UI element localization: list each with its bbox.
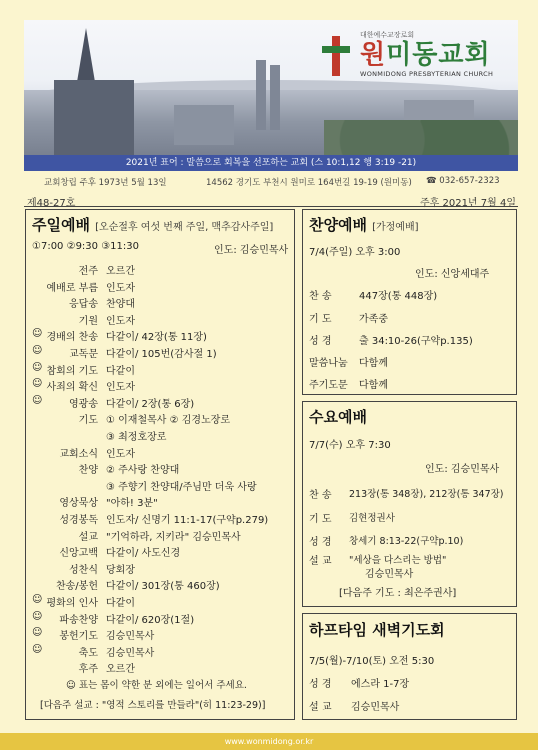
worship-item-value: ② 주사랑 찬양대 bbox=[106, 465, 180, 477]
worship-item-label: 찬양 bbox=[78, 465, 98, 477]
smiley-icon: ☺ bbox=[32, 345, 43, 356]
sunday-service-note: [오순절후 여섯 번째 주일, 맥추감사주일] bbox=[95, 222, 274, 233]
worship-item-value: 인도자 bbox=[106, 282, 135, 294]
standing-note: ☺ 표는 몸이 약한 분 외에는 일어서 주세요. bbox=[66, 680, 247, 691]
wednesday-preacher: 김승민목사 bbox=[365, 569, 414, 580]
sunday-service-title: 주일예배 bbox=[32, 216, 90, 234]
worship-item-value: 당회장 bbox=[106, 564, 135, 576]
praise-item-value: 출 34:10-26(구약p.135) bbox=[359, 336, 473, 347]
worship-item-label: 교독문 bbox=[69, 349, 98, 360]
wednesday-item-label: 찬 송 bbox=[309, 490, 332, 501]
phone: ☎ 032-657-2323 bbox=[426, 176, 500, 186]
edition-number: 제48-27호 bbox=[27, 198, 76, 209]
service-times: ①7:00 ②9:30 ③11:30 bbox=[32, 241, 139, 252]
next-prayer: [다음주 기도 : 최은주권사] bbox=[339, 588, 457, 599]
worship-item-value: 오르간 bbox=[106, 266, 135, 277]
worship-item-label: 응답송 bbox=[69, 299, 98, 311]
smiley-icon: ☺ bbox=[32, 627, 43, 639]
worship-item-value: 인도자 bbox=[106, 315, 135, 327]
dawn-item-label: 설 교 bbox=[309, 702, 332, 713]
service-leader: 인도: 김승민목사 bbox=[214, 245, 289, 256]
address: 14562 경기도 부천시 원미로 164번길 19-19 (원미동) bbox=[206, 178, 412, 188]
wednesday-item-value: 213장(통 348장), 212장(통 347장) bbox=[349, 489, 504, 500]
logo-english: WONMIDONG PRESBYTERIAN CHURCH bbox=[360, 70, 494, 78]
praise-item-value: 가족중 bbox=[359, 314, 388, 325]
worship-item-label: 봉헌기도 bbox=[59, 631, 98, 643]
worship-item-label: 기도 bbox=[78, 415, 98, 427]
wednesday-item-label: 기 도 bbox=[309, 514, 332, 525]
sunday-service-box bbox=[25, 209, 295, 720]
divider bbox=[24, 206, 518, 207]
worship-item-value: 인도자/ 신명기 11:1-17(구약p.279) bbox=[106, 515, 269, 526]
worship-item-label: 후주 bbox=[78, 664, 98, 676]
worship-item-label: 영광송 bbox=[69, 398, 98, 410]
worship-item-value: ③ 주향기 찬양대/주님만 더욱 사랑 bbox=[106, 481, 257, 493]
praise-service-title: 찬양예배 bbox=[309, 216, 367, 234]
praise-item-value: 다함께 bbox=[359, 380, 388, 391]
worship-item-value: 다같이/ 620장(1절) bbox=[106, 614, 195, 626]
wednesday-service-box bbox=[302, 401, 517, 607]
praise-item-label: 기 도 bbox=[309, 314, 332, 325]
worship-item-label: 전주 bbox=[78, 266, 98, 277]
worship-item-value: ① 이재철목사 ② 김경노장로 bbox=[106, 415, 231, 427]
dawn-item-value: 김승민목사 bbox=[351, 702, 400, 713]
worship-item-label: 기원 bbox=[78, 315, 98, 327]
worship-item-label: 성경봉독 bbox=[59, 515, 98, 526]
smiley-icon: ☺ bbox=[32, 643, 43, 655]
header-photo bbox=[24, 20, 518, 170]
worship-item-value: 인도자 bbox=[106, 382, 135, 394]
smiley-icon: ☺ bbox=[32, 610, 43, 622]
wednesday-item-label: 성 경 bbox=[309, 537, 332, 548]
logo-subtitle: 대한예수교장로회 bbox=[360, 31, 415, 39]
wednesday-item-value: "세상을 다스리는 방법" bbox=[349, 555, 447, 566]
worship-item-label: 영상묵상 bbox=[59, 498, 98, 510]
church-logo bbox=[320, 30, 518, 90]
worship-item-value: "기억하라, 지키라" 김승민목사 bbox=[106, 531, 241, 543]
footer-url: www.wonmidong.or.kr bbox=[0, 733, 538, 750]
smiley-icon: ☺ bbox=[32, 328, 43, 340]
worship-item-label: 파송찬양 bbox=[59, 614, 98, 626]
praise-item-label: 말씀나눔 bbox=[309, 358, 348, 369]
worship-item-value: 다같이/ 사도신경 bbox=[106, 548, 181, 560]
dawn-item-value: 에스라 1-7장 bbox=[351, 679, 410, 690]
worship-item-value: 김승민목사 bbox=[106, 647, 155, 659]
bulletin-date: 주후 2021년 7월 4일 bbox=[419, 198, 516, 209]
worship-item-value: 찬양대 bbox=[106, 299, 135, 311]
wednesday-item-value: 김현정권사 bbox=[349, 513, 395, 524]
worship-item-value: ③ 최정호장로 bbox=[106, 432, 167, 443]
worship-item-label: 경배의 찬송 bbox=[46, 332, 98, 344]
smiley-icon: ☺ bbox=[32, 361, 43, 373]
wednesday-leader: 인도: 김승민목사 bbox=[425, 464, 500, 475]
worship-item-label: 참회의 기도 bbox=[46, 365, 98, 377]
worship-item-value: 다같이 bbox=[106, 598, 135, 609]
church-info-bar bbox=[24, 173, 518, 189]
worship-item-value: 오르간 bbox=[106, 664, 135, 676]
wednesday-item-label: 설 교 bbox=[309, 556, 332, 567]
praise-time: 7/4(주일) 오후 3:00 bbox=[309, 247, 401, 258]
dawn-item-label: 성 경 bbox=[309, 679, 332, 690]
worship-item-label: 성찬식 bbox=[69, 564, 98, 576]
praise-item-value: 다함께 bbox=[359, 358, 388, 369]
worship-item-value: 인도자 bbox=[106, 448, 135, 460]
worship-item-value: 다같이/ 301장(통 460장) bbox=[106, 581, 220, 593]
dawn-prayer-title: 하프타임 새벽기도회 bbox=[309, 621, 445, 639]
smiley-icon: ☺ bbox=[32, 394, 43, 406]
dawn-prayer-box bbox=[302, 613, 517, 720]
praise-item-label: 성 경 bbox=[309, 336, 332, 347]
wednesday-service-title: 수요예배 bbox=[309, 408, 367, 426]
worship-item-label: 찬송/봉헌 bbox=[55, 581, 98, 593]
worship-item-label: 신앙고백 bbox=[59, 548, 98, 560]
worship-item-label: 예배로 부름 bbox=[46, 282, 98, 294]
smiley-icon: ☺ bbox=[32, 378, 43, 390]
worship-item-label: 설교 bbox=[78, 531, 98, 543]
worship-item-label: 평화의 인사 bbox=[46, 598, 98, 609]
worship-item-label: 축도 bbox=[78, 647, 98, 659]
next-sermon: [다음주 설교 : "영적 스토리를 만들라"(히 11:23-29)] bbox=[40, 700, 266, 711]
praise-item-label: 주기도문 bbox=[309, 380, 348, 391]
worship-item-value: 다같이/ 105번(감사절 1) bbox=[106, 349, 217, 360]
worship-item-label: 사죄의 확신 bbox=[46, 382, 98, 394]
founded-date: 교회창립 주후 1973년 5월 13일 bbox=[44, 178, 167, 188]
worship-item-value: 다같이 bbox=[106, 365, 135, 377]
praise-service-box bbox=[302, 209, 517, 395]
smiley-icon: ☺ bbox=[32, 594, 43, 605]
praise-service-note: [가정예배] bbox=[372, 222, 419, 233]
motto-banner: 2021년 표어 : 말씀으로 회복을 선포하는 교회 (스 10:1,12 행 3:19 -21) bbox=[24, 155, 518, 171]
praise-leader: 인도: 신앙세대주 bbox=[415, 269, 490, 280]
dawn-time: 7/5(월)-7/10(토) 오전 5:30 bbox=[309, 656, 435, 667]
worship-item-value: 김승민목사 bbox=[106, 631, 155, 643]
worship-item-value: 다같이/ 42장(통 11장) bbox=[106, 332, 207, 344]
worship-item-label: 교회소식 bbox=[59, 448, 98, 460]
worship-item-value: "아하! 3분" bbox=[106, 498, 158, 510]
praise-item-value: 447장(통 448장) bbox=[359, 291, 438, 302]
praise-item-label: 찬 송 bbox=[309, 291, 332, 302]
worship-item-value: 다같이/ 2장(통 6장) bbox=[106, 398, 195, 410]
logo-name: 원미동교회 bbox=[360, 40, 491, 70]
wednesday-time: 7/7(수) 오후 7:30 bbox=[309, 440, 391, 451]
wednesday-item-value: 창세기 8:13-22(구약p.10) bbox=[349, 536, 464, 547]
